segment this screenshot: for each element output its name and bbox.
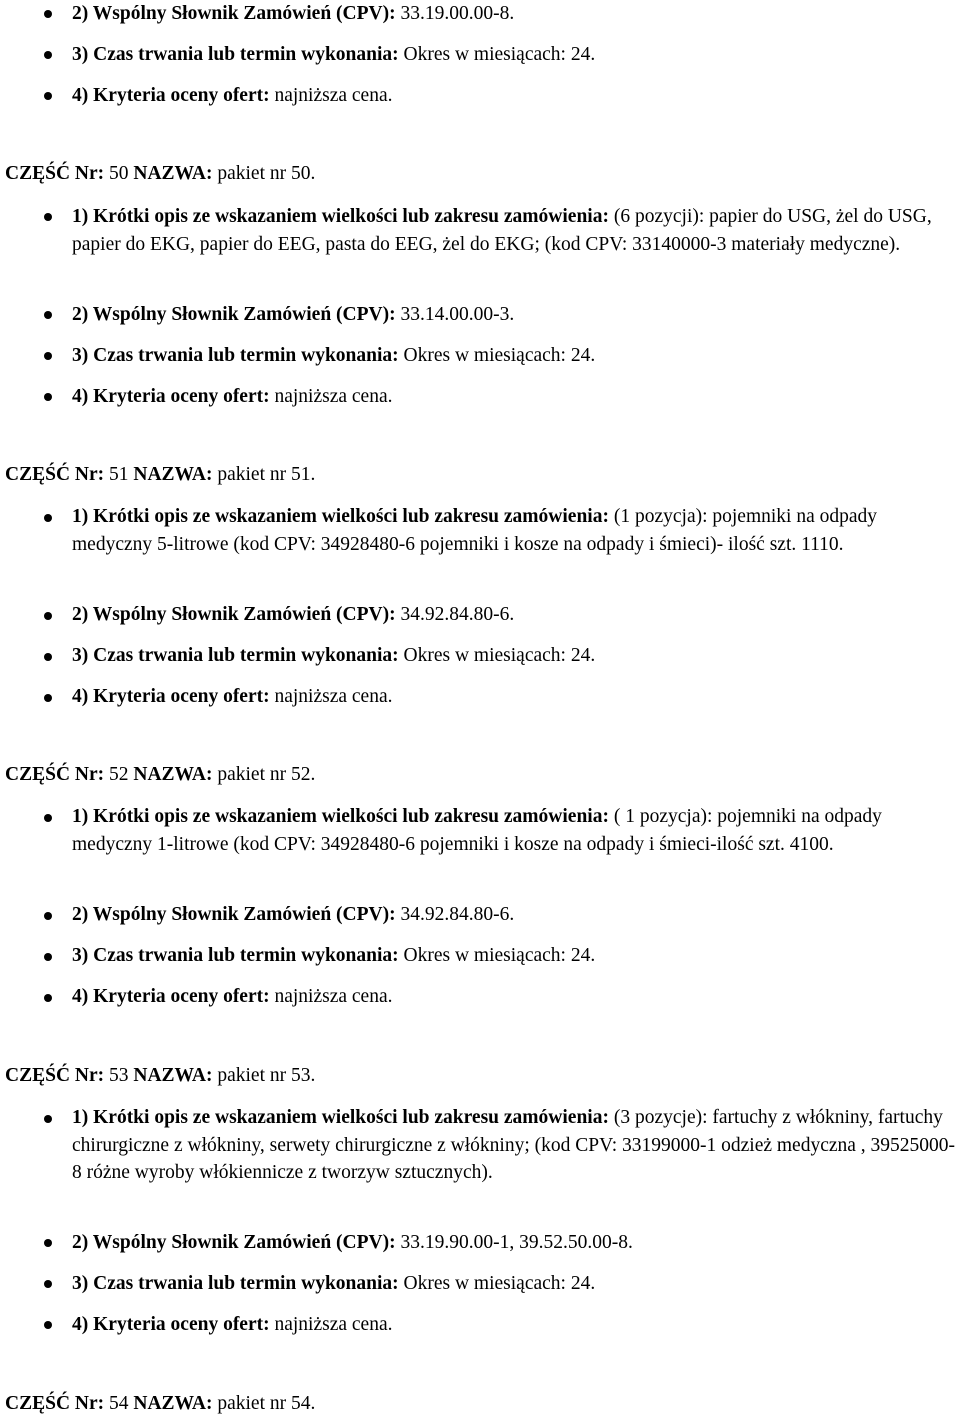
list-item-duration (72, 41, 958, 69)
bullet-icon (44, 912, 52, 920)
item-label: 2) Wspólny Słownik Zamówień (CPV): (72, 1232, 396, 1253)
item-value: Okres w miesiącach: 24. (398, 945, 596, 966)
heading-name: pakiet nr 54. (212, 1393, 316, 1414)
list-item-description (72, 203, 960, 258)
bullet-icon (44, 1280, 52, 1288)
list-item-duration (72, 942, 958, 970)
heading-name: pakiet nr 53. (212, 1065, 316, 1086)
item-label: 2) Wspólny Słownik Zamówień (CPV): (72, 904, 396, 925)
item-value: (1 pozycja): pojemniki na odpady medyczny 5-litrowe (kod CPV: 34928480-6 pojemniki i kosze na odpady i śmieci)- ilość szt. 1110. (72, 506, 878, 555)
list-item-criteria (72, 82, 958, 110)
item-label: 4) Kryteria oceny ofert: (72, 686, 270, 707)
bullet-icon (44, 10, 52, 18)
list-item-description (72, 803, 960, 858)
item-value: najniższa cena. (269, 686, 393, 707)
list-item-cpv (72, 301, 958, 329)
bullet-icon (44, 213, 52, 221)
item-label: 4) Kryteria oceny ofert: (72, 85, 270, 106)
item-value: Okres w miesiącach: 24. (398, 645, 596, 666)
list-item-duration (72, 1270, 958, 1298)
section-heading (5, 461, 315, 489)
bullet-icon (44, 694, 52, 702)
heading-nr: 50 (104, 163, 134, 184)
list-item-cpv (72, 901, 958, 929)
heading-name-label: NAZWA: (133, 1065, 213, 1086)
item-label: 3) Czas trwania lub termin wykonania: (72, 345, 399, 366)
item-label: 1) Krótki opis ze wskazaniem wielkości lub zakresu zamówienia: (72, 1107, 609, 1128)
bullet-icon (44, 1239, 52, 1247)
item-value: (6 pozycji): papier do USG, żel do USG, papier do EKG, papier do EEG, pasta do EEG, żel do EKG; (kod CPV: 33140000-3 materiały medyczne). (72, 206, 932, 255)
heading-name-label: NAZWA: (133, 764, 213, 785)
list-item-criteria (72, 983, 958, 1011)
heading-name: pakiet nr 51. (212, 464, 316, 485)
bullet-icon (44, 311, 52, 319)
bullet-icon (44, 393, 52, 401)
bullet-icon (44, 814, 52, 822)
section-heading (5, 1390, 315, 1418)
heading-name-label: NAZWA: (133, 163, 213, 184)
list-item-description (72, 503, 960, 558)
item-label: 3) Czas trwania lub termin wykonania: (72, 44, 399, 65)
bullet-icon (44, 352, 52, 360)
item-label: 2) Wspólny Słownik Zamówień (CPV): (72, 304, 396, 325)
item-label: 4) Kryteria oceny ofert: (72, 386, 270, 407)
heading-nr-label: CZĘŚĆ Nr: (5, 464, 105, 485)
heading-nr-label: CZĘŚĆ Nr: (5, 764, 105, 785)
heading-nr-label: CZĘŚĆ Nr: (5, 1393, 105, 1414)
item-label: 1) Krótki opis ze wskazaniem wielkości lub zakresu zamówienia: (72, 506, 609, 527)
item-value: najniższa cena. (269, 85, 393, 106)
heading-nr: 53 (104, 1065, 134, 1086)
item-label: 1) Krótki opis ze wskazaniem wielkości lub zakresu zamówienia: (72, 206, 609, 227)
bullet-icon (44, 1321, 52, 1329)
item-label: 3) Czas trwania lub termin wykonania: (72, 1273, 399, 1294)
item-value: 33.14.00.00-3. (395, 304, 515, 325)
bullet-icon (44, 994, 52, 1002)
section-heading (5, 761, 315, 789)
heading-nr-label: CZĘŚĆ Nr: (5, 1065, 105, 1086)
heading-name: pakiet nr 50. (212, 163, 316, 184)
heading-nr: 52 (104, 764, 134, 785)
item-label: 1) Krótki opis ze wskazaniem wielkości lub zakresu zamówienia: (72, 806, 609, 827)
list-item-description (72, 1104, 960, 1187)
item-label: 3) Czas trwania lub termin wykonania: (72, 645, 399, 666)
list-item-criteria (72, 383, 958, 411)
item-value: 33.19.00.00-8. (395, 3, 515, 24)
list-item-cpv (72, 0, 958, 28)
item-label: 3) Czas trwania lub termin wykonania: (72, 945, 399, 966)
item-label: 4) Kryteria oceny ofert: (72, 986, 270, 1007)
heading-name-label: NAZWA: (133, 464, 213, 485)
list-item-criteria (72, 1311, 958, 1339)
list-item-cpv (72, 601, 958, 629)
list-item-cpv (72, 1229, 958, 1257)
item-label: 4) Kryteria oceny ofert: (72, 1314, 270, 1335)
item-value: 33.19.90.00-1, 39.52.50.00-8. (395, 1232, 633, 1253)
bullet-icon (44, 1115, 52, 1123)
heading-name: pakiet nr 52. (212, 764, 316, 785)
item-value: Okres w miesiącach: 24. (398, 1273, 596, 1294)
heading-nr-label: CZĘŚĆ Nr: (5, 163, 105, 184)
section-heading (5, 1062, 315, 1090)
bullet-icon (44, 612, 52, 620)
list-item-duration (72, 342, 958, 370)
heading-nr: 51 (104, 464, 134, 485)
bullet-icon (44, 514, 52, 522)
item-label: 2) Wspólny Słownik Zamówień (CPV): (72, 604, 396, 625)
list-item-criteria (72, 683, 958, 711)
item-value: najniższa cena. (269, 386, 393, 407)
item-value: Okres w miesiącach: 24. (398, 44, 596, 65)
heading-nr: 54 (104, 1393, 134, 1414)
bullet-icon (44, 653, 52, 661)
item-label: 2) Wspólny Słownik Zamówień (CPV): (72, 3, 396, 24)
bullet-icon (44, 953, 52, 961)
bullet-icon (44, 92, 52, 100)
bullet-icon (44, 51, 52, 59)
item-value: 34.92.84.80-6. (395, 604, 515, 625)
item-value: najniższa cena. (269, 1314, 393, 1335)
heading-name-label: NAZWA: (133, 1393, 213, 1414)
item-value: najniższa cena. (269, 986, 393, 1007)
section-heading (5, 160, 315, 188)
item-value: ( 1 pozycja): pojemniki na odpady medyczny 1-litrowe (kod CPV: 34928480-6 pojemniki i kosze na odpady i śmieci-ilość szt. 4100. (72, 806, 882, 855)
list-item-duration (72, 642, 958, 670)
item-value: Okres w miesiącach: 24. (398, 345, 596, 366)
item-value: (3 pozycje): fartuchy z włókniny, fartuchy chirurgiczne z włókniny, serwety chirurgiczne z włókniny; (kod CPV: 33199000-1 odzież medyczna , 39525000-8 różne wyroby włókiennicze z tworzyw sztucznych). (72, 1107, 956, 1183)
item-value: 34.92.84.80-6. (395, 904, 515, 925)
